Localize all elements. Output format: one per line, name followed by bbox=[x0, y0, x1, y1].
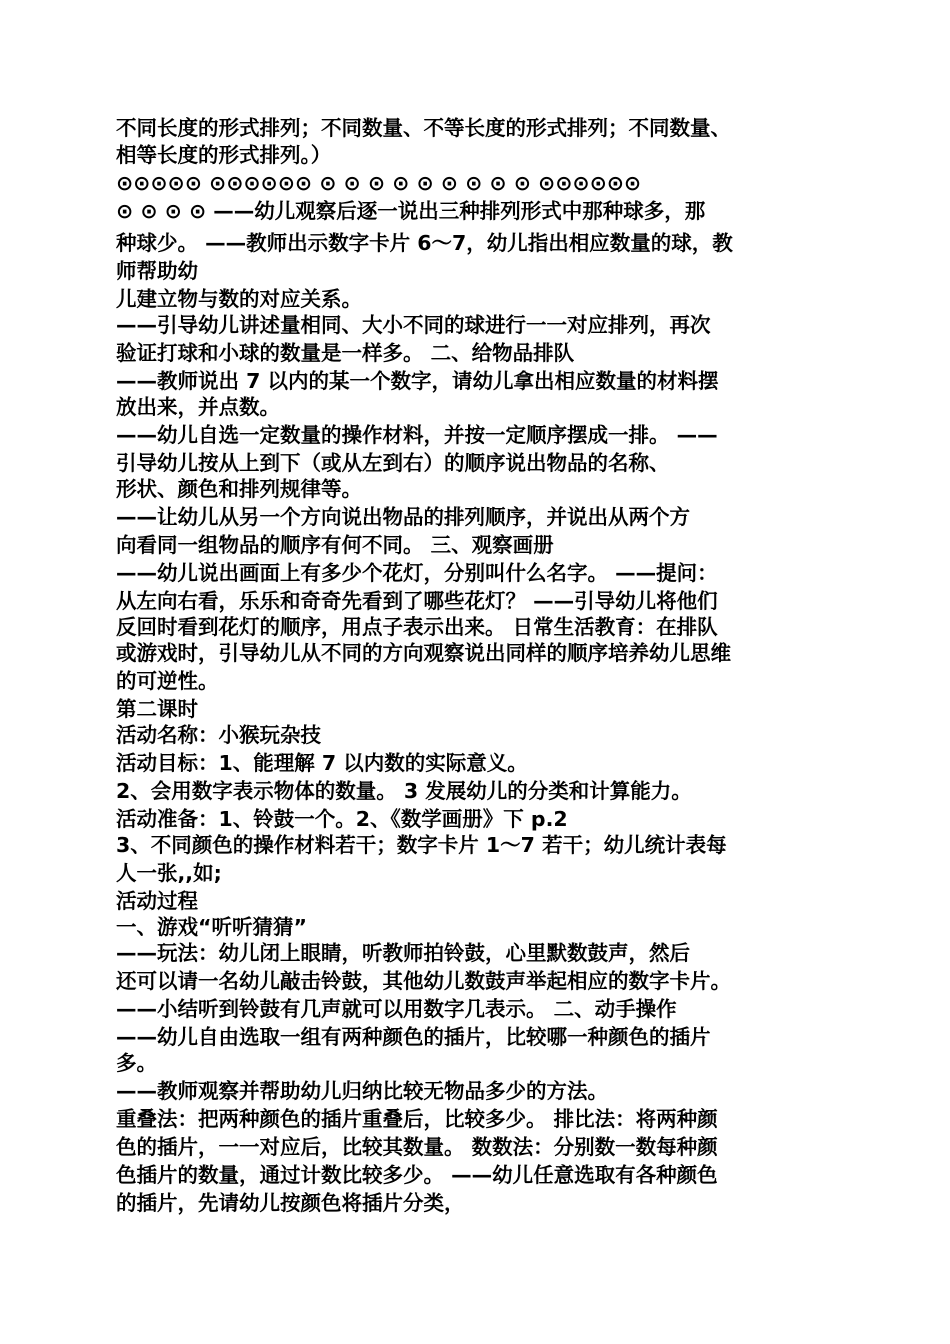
text-line: 不同长度的形式排列；不同数量、不等长度的形式排列；不同数量、 bbox=[116, 116, 731, 140]
text-line: 多。 bbox=[116, 1051, 157, 1075]
text-line: ⊙⊙⊙⊙⊙ ⊙⊙⊙⊙⊙⊙ ⊙ ⊙ ⊙ ⊙ ⊙ ⊙ ⊙ ⊙ ⊙ ⊙⊙⊙⊙⊙⊙ bbox=[116, 171, 642, 195]
text-line: 的插片，先请幼儿按颜色将插片分类， bbox=[116, 1191, 465, 1215]
text-line: 放出来，并点数。 bbox=[116, 395, 280, 419]
text-line: 的可逆性。 bbox=[116, 669, 219, 693]
text-line: 师帮助幼 bbox=[116, 259, 198, 283]
text-line: ——让幼儿从另一个方向说出物品的排列顺序，并说出从两个方 bbox=[116, 505, 690, 529]
text-line: 3、不同颜色的操作材料若干；数字卡片 1～7 若干；幼儿统计表每 bbox=[116, 833, 727, 857]
text-line: 一、游戏“听听猜猜” bbox=[116, 915, 307, 939]
text-line: 或游戏时，引导幼儿从不同的方向观察说出同样的顺序培养幼儿思维 bbox=[116, 641, 731, 665]
text-line: 验证打球和小球的数量是一样多。 二、给物品排队 bbox=[116, 341, 575, 365]
text-line: 反回时看到花灯的顺序，用点子表示出来。 日常生活教育：在排队 bbox=[116, 615, 718, 639]
text-line: ——引导幼儿讲述量相同、大小不同的球进行一一对应排列，再次 bbox=[116, 313, 711, 337]
text-line: ——教师观察并帮助幼儿归纳比较无物品多少的方法。 bbox=[116, 1079, 608, 1103]
text-line: 活动目标：1、能理解 7 以内数的实际意义。 bbox=[116, 751, 528, 775]
text-line: 第二课时 bbox=[116, 697, 198, 721]
text-line: ——幼儿自选一定数量的操作材料，并按一定顺序摆成一排。 —— bbox=[116, 423, 718, 447]
text-line: 儿建立物与数的对应关系。 bbox=[116, 287, 362, 311]
text-line: 活动准备：1、铃鼓一个。2、《数学画册》下 p.2 bbox=[116, 807, 568, 831]
text-line: 向看同一组物品的顺序有何不同。 三、观察画册 bbox=[116, 533, 554, 557]
text-line: ——小结听到铃鼓有几声就可以用数字几表示。 二、动手操作 bbox=[116, 997, 677, 1021]
text-line: 色的插片，一一对应后，比较其数量。 数数法：分别数一数每种颜 bbox=[116, 1135, 718, 1159]
text-line: 活动过程 bbox=[116, 889, 198, 913]
text-line: 活动名称：小猴玩杂技 bbox=[116, 723, 321, 747]
text-line: ——教师说出 7 以内的某一个数字，请幼儿拿出相应数量的材料摆 bbox=[116, 369, 719, 393]
text-line: ——玩法：幼儿闭上眼睛，听教师拍铃鼓，心里默数鼓声，然后 bbox=[116, 941, 690, 965]
text-line: 色插片的数量，通过计数比较多少。 ——幼儿任意选取有各种颜色 bbox=[116, 1163, 718, 1187]
text-line: 形状、颜色和排列规律等。 bbox=[116, 477, 362, 501]
text-line: 种球少。 ——教师出示数字卡片 6～7，幼儿指出相应数量的球，教 bbox=[116, 231, 733, 255]
text-line: 人一张,,如; bbox=[116, 861, 222, 885]
text-line: ——幼儿自由选取一组有两种颜色的插片，比较哪一种颜色的插片 bbox=[116, 1025, 711, 1049]
text-line: 重叠法：把两种颜色的插片重叠后，比较多少。 排比法：将两种颜 bbox=[116, 1107, 718, 1131]
text-line: 2、会用数字表示物体的数量。 3 发展幼儿的分类和计算能力。 bbox=[116, 779, 692, 803]
text-line: 还可以请一名幼儿敲击铃鼓，其他幼儿数鼓声举起相应的数字卡片。 bbox=[116, 969, 731, 993]
text-line: 从左向右看，乐乐和奇奇先看到了哪些花灯？ ——引导幼儿将他们 bbox=[116, 589, 718, 613]
text-line: 引导幼儿按从上到下（或从左到右）的顺序说出物品的名称、 bbox=[116, 451, 670, 475]
text-line: ⊙ ⊙ ⊙ ⊙ ——幼儿观察后逐一说出三种排列形式中那种球多，那 bbox=[116, 199, 706, 223]
text-line: ——幼儿说出画面上有多少个花灯，分别叫什么名字。 ——提问： bbox=[116, 561, 718, 585]
text-line: 相等长度的形式排列。） bbox=[116, 143, 332, 167]
